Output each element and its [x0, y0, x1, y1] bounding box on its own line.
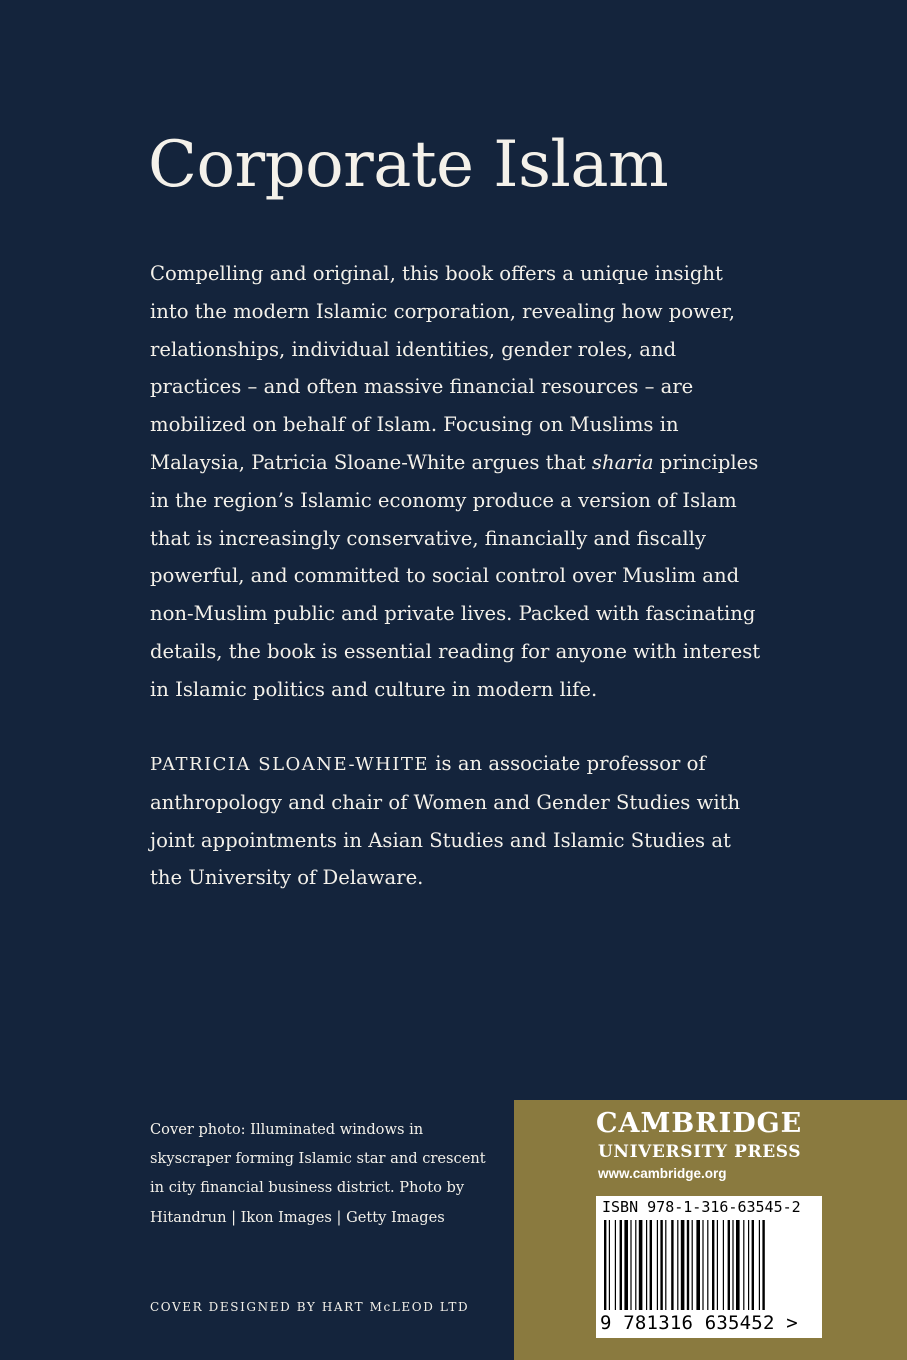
barcode-bar: [728, 1220, 730, 1310]
barcode-bar: [660, 1220, 662, 1310]
barcode-bar: [752, 1220, 754, 1310]
isbn-number: ISBN 978-1-316-63545-2: [602, 1198, 801, 1216]
isbn-barcode: [596, 1196, 822, 1338]
book-title: Corporate Islam: [148, 128, 669, 202]
author-bio: [150, 745, 770, 897]
bio-line: anthropology and chair of Women and Gender Studies with: [150, 790, 741, 814]
barcode-bar: [723, 1220, 724, 1310]
blurb-line: relationships, individual identities, gender roles, and: [150, 337, 677, 361]
barcode-bar: [650, 1220, 652, 1310]
barcode-bar: [604, 1220, 606, 1310]
blurb-italic-term: sharia: [591, 450, 654, 474]
book-blurb: [150, 255, 770, 709]
blurb-line-part: Malaysia, Patricia Sloane-White argues that: [150, 450, 592, 474]
barcode-bar: [677, 1220, 678, 1310]
credit-line: in city financial business district. Photo by: [150, 1179, 465, 1197]
bio-line: joint appointments in Asian Studies and Islamic Studies at: [150, 828, 731, 852]
blurb-line: powerful, and committed to social control over Muslim and: [150, 564, 740, 588]
credit-line: Cover photo: Illuminated windows in: [150, 1121, 424, 1138]
author-name: PATRICIA SLOANE-WHITE: [150, 754, 430, 775]
barcode-bar: [692, 1220, 693, 1310]
publisher-url: www.cambridge.org: [598, 1166, 727, 1181]
barcode-bar: [630, 1220, 631, 1310]
barcode-bar: [748, 1220, 749, 1310]
barcode-bar: [609, 1220, 610, 1310]
barcode-bar: [639, 1220, 643, 1310]
barcode-bar: [624, 1220, 628, 1310]
blurb-line: in the region’s Islamic economy produce a version of Islam: [150, 488, 737, 512]
barcode-bar: [696, 1220, 700, 1310]
blurb-line: practices – and often massive financial resources – are: [150, 375, 694, 399]
blurb-line: mobilized on behalf of Islam. Focusing on Muslims in: [150, 413, 679, 437]
barcode-bar: [717, 1220, 718, 1310]
barcode-bar: [615, 1220, 616, 1310]
barcode-bar: [762, 1220, 764, 1310]
barcode-digits: 9 781316 635452 >: [600, 1312, 798, 1334]
barcode-bar: [646, 1220, 647, 1310]
barcode-bar: [620, 1220, 622, 1310]
barcode-bars: [602, 1220, 816, 1312]
blurb-line: non-Muslim public and private lives. Packed with fascinating: [150, 602, 756, 626]
barcode-bar: [671, 1220, 673, 1310]
bio-line: [150, 745, 770, 784]
barcode-bar: [657, 1220, 658, 1310]
bio-line: the University of Delaware.: [150, 866, 424, 890]
bio-line-part: is an associate professor of: [429, 752, 706, 775]
barcode-bar: [702, 1220, 703, 1310]
credit-line: Hitandrun | Ikon Images | Getty Images: [150, 1208, 445, 1226]
blurb-line: details, the book is essential reading for anyone with interest: [150, 639, 761, 663]
barcode-bar: [759, 1220, 760, 1310]
blurb-line: in Islamic politics and culture in modern life.: [150, 677, 598, 701]
barcode-bar: [665, 1220, 666, 1310]
publisher-name: CAMBRIDGE: [596, 1108, 803, 1139]
blurb-line: [150, 444, 770, 482]
blurb-line-part: principles: [653, 450, 759, 474]
barcode-bar: [712, 1220, 714, 1310]
blurb-line: into the modern Islamic corporation, revealing how power,: [150, 299, 735, 323]
barcode-bar: [707, 1220, 708, 1310]
barcode-bar: [743, 1220, 744, 1310]
publisher-subtitle: UNIVERSITY PRESS: [598, 1142, 802, 1162]
cover-photo-credit: [150, 1115, 510, 1232]
barcode-bar: [635, 1220, 636, 1310]
barcode-bar: [732, 1220, 733, 1310]
publisher-block: [514, 1100, 907, 1360]
barcode-bar: [681, 1220, 685, 1310]
credit-line: skyscraper forming Islamic star and crescent: [150, 1150, 486, 1168]
blurb-line: that is increasingly conservative, financially and fiscally: [150, 526, 706, 550]
cover-designer-credit: COVER DESIGNED BY HART McLEOD LTD: [150, 1300, 470, 1314]
blurb-line: Compelling and original, this book offers a unique insight: [150, 262, 723, 285]
barcode-bar: [736, 1220, 740, 1310]
barcode-bar: [687, 1220, 689, 1310]
